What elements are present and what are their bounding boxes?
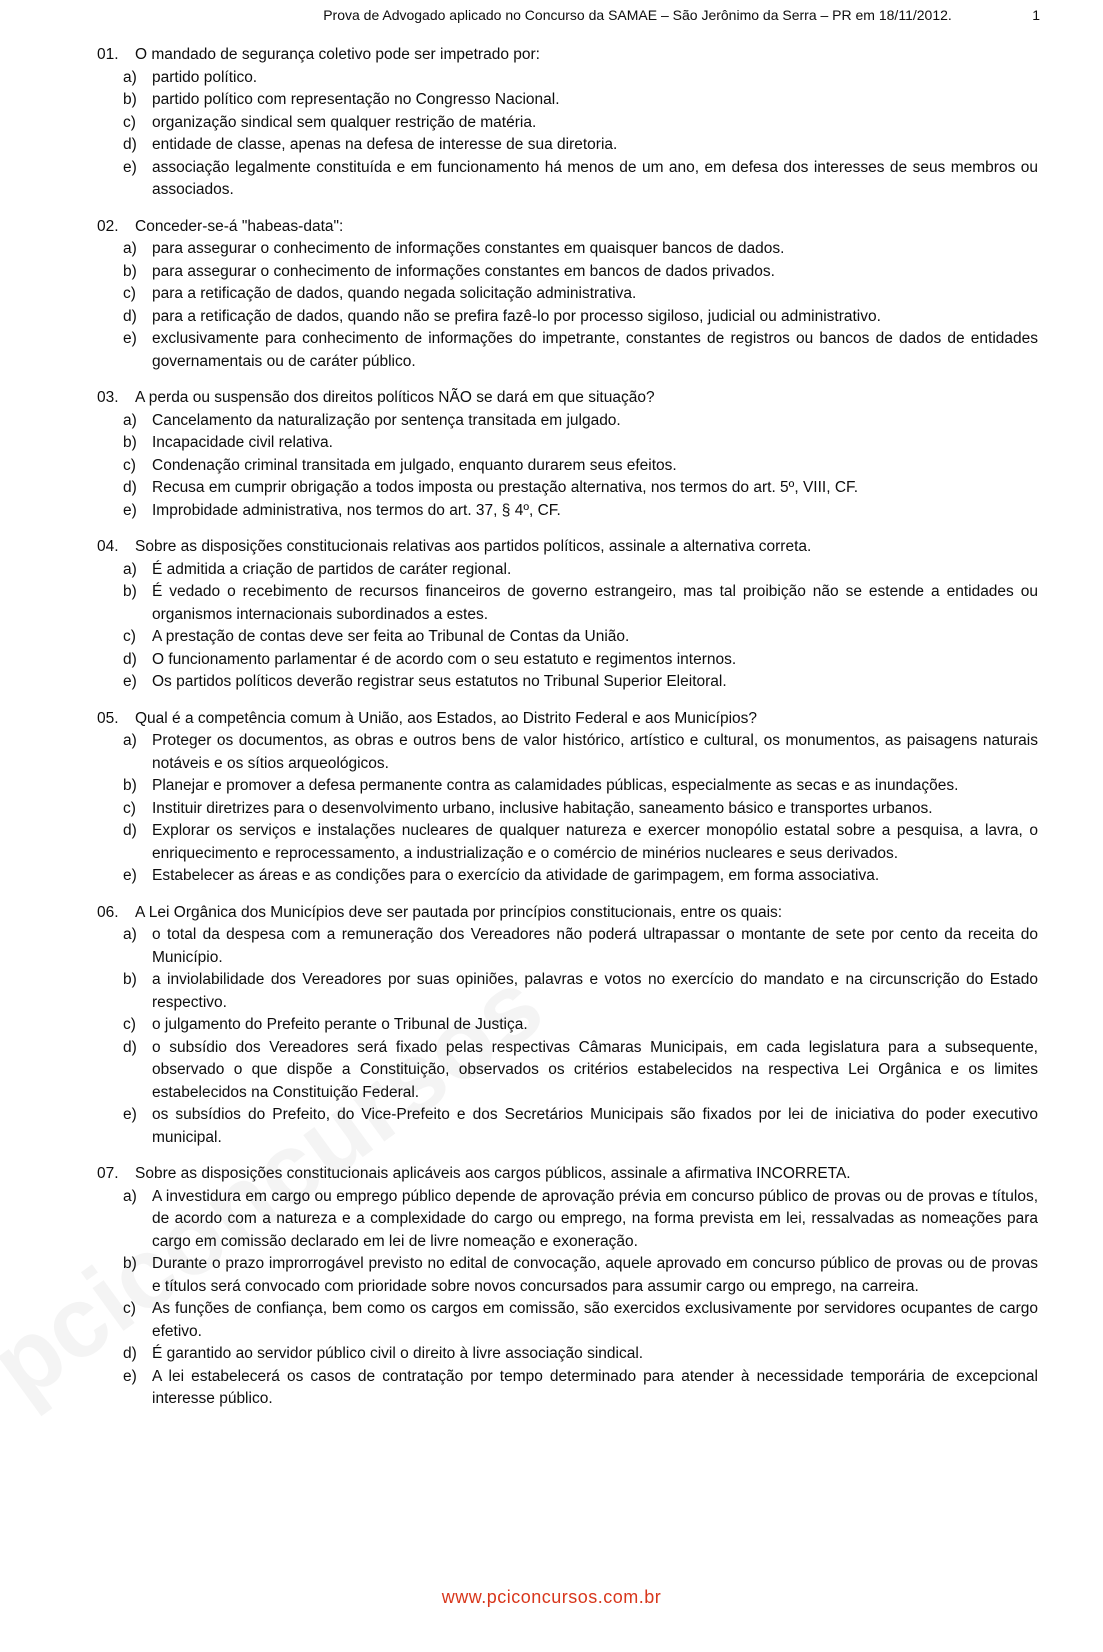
option-text: a inviolabilidade dos Vereadores por suas opiniões, palavras e votos no exercício do mandato e na circunscrição do Estado respectivo. [152,971,1038,1011]
option-letter: d) [123,1038,137,1056]
option-c [123,1014,1038,1037]
option-letter: c) [123,285,136,302]
option-b [123,432,1038,455]
option-d [123,649,1038,672]
question-heading [97,902,1038,925]
footer-link[interactable]: www.pciconcursos.com.br [441,1587,662,1607]
question-07 [97,1163,1038,1411]
question-number: 06. [97,903,119,921]
option-letter: c) [123,628,136,645]
option-text: O funcionamento parlamentar é de acordo com o seu estatuto e regimentos internos. [152,650,737,668]
option-letter: d) [123,479,137,496]
option-letter: a) [123,68,137,86]
option-text: As funções de confiança, bem como os cargos em comissão, são exercidos exclusivamente por servidores ocupantes de cargo efetivo. [152,1300,1038,1340]
option-text: para assegurar o conhecimento de informações constantes em quaisquer bancos de dados. [152,240,785,257]
question-heading [97,536,1038,559]
option-text: partido político com representação no Congresso Nacional. [152,91,560,108]
option-letter: e) [123,867,137,884]
option-text: para a retificação de dados, quando não se prefira fazê-lo por processo sigiloso, judicial ou administrativo. [152,307,881,325]
option-text: Os partidos políticos deverão registrar seus estatutos no Tribunal Superior Eleitoral. [152,673,727,690]
option-text: Incapacidade civil relativa. [152,434,333,451]
option-d [123,1343,1038,1366]
question-number: 03. [97,389,119,406]
question-number: 01. [97,46,119,63]
option-d [123,477,1038,500]
option-e [123,1366,1038,1411]
option-letter: a) [123,926,137,943]
option-letter: e) [123,1106,137,1123]
option-c [123,112,1038,135]
question-text: A perda ou suspensão dos direitos políticos NÃO se dará em que situação? [135,389,655,406]
option-letter: b) [123,777,137,794]
page-number: 1 [1032,7,1040,23]
question-text: O mandado de segurança coletivo pode ser impetrado por: [135,46,540,63]
option-text: Estabelecer as áreas e as condições para o exercício da atividade de garimpagem, em forma associativa. [152,867,880,884]
option-e [123,500,1038,523]
question-01 [97,44,1038,202]
option-letter: d) [123,136,137,153]
option-text: É vedado o recebimento de recursos financeiros de governo estrangeiro, mas tal proibição não se estende a entidades ou organismos internacionais subordinados a estes. [152,583,1038,623]
question-number: 05. [97,709,119,727]
question-heading [97,1163,1038,1186]
option-a [123,1186,1038,1254]
option-text: A investidura em cargo ou emprego público depende de aprovação prévia em concurso público de provas ou de provas e títulos, de acordo com a natureza e a complexidade do cargo ou emprego, na forma prevista em lei, ressalvadas as nomeações para cargo em comissão declarado em lei de livre nomeação e exoneração. [152,1187,1038,1250]
option-letter: e) [123,1367,137,1385]
option-letter: c) [123,113,136,131]
option-text: Instituir diretrizes para o desenvolvimento urbano, inclusive habitação, saneamento básico e transportes urbanos. [152,799,933,817]
option-a [123,924,1038,969]
option-text: os subsídios do Prefeito, do Vice-Prefeito e dos Secretários Municipais são fixados por lei de iniciativa do poder executivo municipal. [152,1106,1038,1146]
option-letter: a) [123,732,137,749]
page-header [97,6,1038,24]
option-c [123,798,1038,821]
option-letter: b) [123,91,137,108]
question-text: A Lei Orgânica dos Municípios deve ser pautada por princípios constitucionais, entre os quais: [135,903,783,921]
question-05 [97,708,1038,888]
exam-title: Prova de Advogado aplicado no Concurso da SAMAE – São Jerônimo da Serra – PR em 18/11/2012. [323,7,952,23]
option-text: associação legalmente constituída e em funcionamento há menos de um ano, em defesa dos interesses de seus membros ou associados. [152,158,1038,198]
option-text: Durante o prazo improrrogável previsto no edital de convocação, aquele aprovado em concurso público de provas ou de provas e títulos será convocado com prioridade sobre novos concursados para assumir cargo ou emprego, na carreira. [152,1255,1038,1295]
option-e [123,157,1038,202]
option-d [123,134,1038,157]
question-number: 02. [97,217,119,235]
question-text: Conceder-se-á "habeas-data": [135,217,344,235]
questions-list [97,44,1038,1411]
option-c [123,283,1038,306]
option-text: organização sindical sem qualquer restrição de matéria. [152,113,537,131]
option-letter: e) [123,330,137,347]
option-d [123,820,1038,865]
option-letter: b) [123,1255,137,1272]
option-letter: d) [123,822,137,839]
option-d [123,306,1038,329]
option-text: Proteger os documentos, as obras e outros bens de valor histórico, artístico e cultural, os monumentos, as paisagens naturais notáveis e os sítios arqueológicos. [152,732,1038,772]
option-a [123,559,1038,582]
option-text: Cancelamento da naturalização por sentença transitada em julgado. [152,411,621,429]
option-letter: d) [123,650,137,668]
question-number: 04. [97,538,119,555]
option-e [123,671,1038,694]
option-c [123,626,1038,649]
option-letter: d) [123,307,137,325]
option-letter: a) [123,240,137,257]
option-text: É admitida a criação de partidos de caráter regional. [152,560,512,578]
question-heading [97,44,1038,67]
option-letter: e) [123,673,137,690]
option-letter: b) [123,434,137,451]
option-letter: c) [123,456,136,474]
option-e [123,1104,1038,1149]
option-text: exclusivamente para conhecimento de informações do impetrante, constantes de registros ou bancos de dados de entidades governamentais ou de caráter público. [152,330,1038,370]
option-letter: e) [123,501,137,519]
option-text: para assegurar o conhecimento de informações constantes em bancos de dados privados. [152,262,775,280]
option-d [123,1037,1038,1105]
option-text: partido político. [152,68,258,86]
option-letter: b) [123,262,137,280]
option-letter: b) [123,971,137,988]
option-text: para a retificação de dados, quando negada solicitação administrativa. [152,285,637,302]
option-text: É garantido ao servidor público civil o direito à livre associação sindical. [152,1345,644,1362]
option-text: A prestação de contas deve ser feita ao Tribunal de Contas da União. [152,628,630,645]
option-text: Explorar os serviços e instalações nucleares de qualquer natureza e exercer monopólio estatal sobre a pesquisa, a lavra, o enriquecimento e reprocessamento, a industrialização e o comércio de minérios nucleares e seus derivados. [152,822,1038,862]
option-text: Condenação criminal transitada em julgado, enquanto durarem seus efeitos. [152,456,677,474]
question-02 [97,216,1038,374]
question-heading [97,387,1038,410]
option-c [123,1298,1038,1343]
option-text: entidade de classe, apenas na defesa de interesse de sua diretoria. [152,136,618,153]
question-number: 07. [97,1165,119,1182]
option-b [123,581,1038,626]
option-letter: a) [123,560,137,578]
option-text: o subsídio dos Vereadores será fixado pelas respectivas Câmaras Municipais, em cada legislatura para a subsequente, observado o que dispõe a Constituição, observados os critérios estabelecidos na respectiva Lei Orgânica e os limites estabelecidos na Constituição Federal. [152,1038,1038,1101]
question-heading [97,708,1038,731]
option-text: A lei estabelecerá os casos de contratação por tempo determinado para atender à necessidade temporária de excepcional interesse público. [152,1367,1038,1407]
question-text: Sobre as disposições constitucionais relativas aos partidos políticos, assinale a alternativa correta. [135,538,812,555]
option-letter: d) [123,1345,137,1362]
option-a [123,410,1038,433]
option-a [123,730,1038,775]
option-a [123,238,1038,261]
option-letter: a) [123,1187,137,1205]
option-b [123,775,1038,798]
option-letter: c) [123,799,136,817]
option-text: o julgamento do Prefeito perante o Tribunal de Justiça. [152,1016,528,1033]
option-b [123,89,1038,112]
option-e [123,328,1038,373]
question-text: Sobre as disposições constitucionais aplicáveis aos cargos públicos, assinale a afirmativa INCORRETA. [135,1165,851,1182]
option-a [123,67,1038,90]
option-letter: e) [123,158,137,176]
question-06 [97,902,1038,1150]
question-04 [97,536,1038,694]
question-03 [97,387,1038,522]
option-text: Planejar e promover a defesa permanente contra as calamidades públicas, especialmente as secas e as inundações. [152,777,959,794]
option-b [123,261,1038,284]
question-text: Qual é a competência comum à União, aos Estados, ao Distrito Federal e aos Municípios? [135,709,758,727]
option-text: Recusa em cumprir obrigação a todos imposta ou prestação alternativa, nos termos do art. 5º, VIII, CF. [152,479,859,496]
option-b [123,969,1038,1014]
option-text: Improbidade administrativa, nos termos do art. 37, § 4º, CF. [152,501,561,519]
option-text: o total da despesa com a remuneração dos Vereadores não poderá ultrapassar o montante de sete por cento da receita do Município. [152,926,1038,966]
option-c [123,455,1038,478]
option-letter: a) [123,411,137,429]
option-b [123,1253,1038,1298]
question-heading [97,216,1038,239]
option-letter: c) [123,1016,136,1033]
option-letter: b) [123,583,137,600]
option-e [123,865,1038,888]
option-letter: c) [123,1300,136,1317]
